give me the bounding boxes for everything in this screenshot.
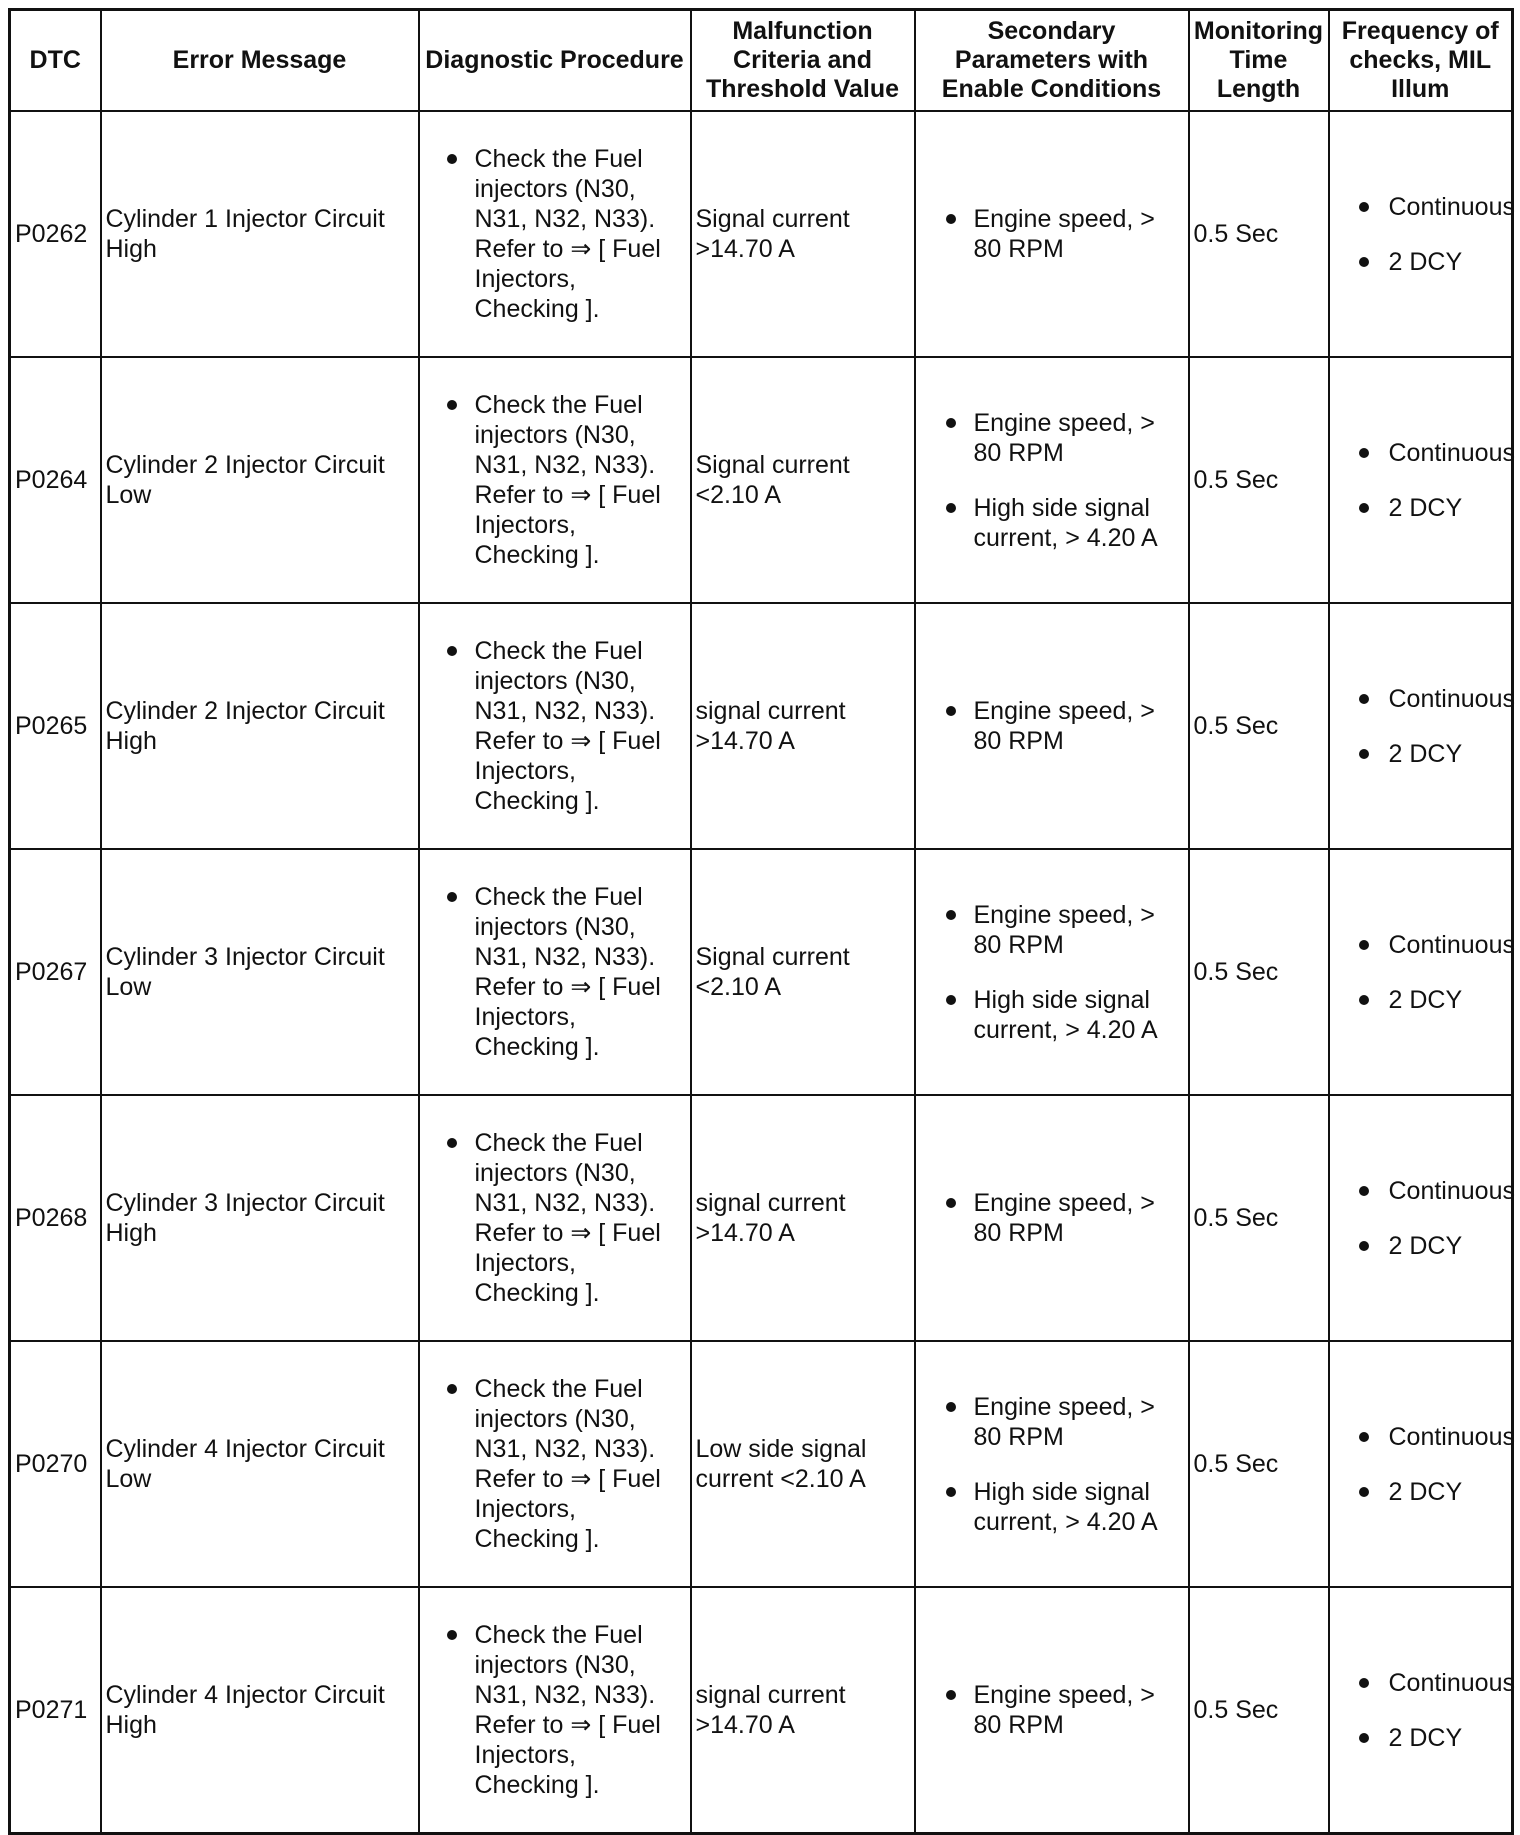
frequency-item: Continuous — [1334, 438, 1508, 468]
table-body — [10, 111, 1513, 1834]
procedure-item: Check the Fuel injectors (N30, N31, N32, N33). Refer to ⇒ [ Fuel Injectors, Checking ]. — [424, 1128, 686, 1308]
monitoring-time: 0.5 Sec — [1189, 357, 1329, 603]
secondary-parameters — [915, 849, 1189, 1095]
table-row — [10, 1587, 1513, 1834]
error-message: Cylinder 4 Injector Circuit High — [101, 1587, 419, 1834]
secondary-list — [920, 408, 1184, 553]
secondary-parameters — [915, 1341, 1189, 1587]
error-message: Cylinder 4 Injector Circuit Low — [101, 1341, 419, 1587]
procedure-item: Check the Fuel injectors (N30, N31, N32, N33). Refer to ⇒ [ Fuel Injectors, Checking ]. — [424, 882, 686, 1062]
frequency — [1329, 603, 1513, 849]
frequency-item: 2 DCY — [1334, 247, 1508, 277]
secondary-list — [920, 1680, 1184, 1740]
secondary-list — [920, 1188, 1184, 1248]
table-header — [10, 10, 1513, 112]
procedure-list — [424, 1374, 686, 1554]
frequency-item: 2 DCY — [1334, 1231, 1508, 1261]
error-message: Cylinder 2 Injector Circuit High — [101, 603, 419, 849]
header-row — [10, 10, 1513, 112]
procedure-item: Check the Fuel injectors (N30, N31, N32, N33). Refer to ⇒ [ Fuel Injectors, Checking ]. — [424, 1374, 686, 1554]
secondary-parameters — [915, 1095, 1189, 1341]
dtc-code: P0262 — [10, 111, 101, 357]
dtc-code: P0271 — [10, 1587, 101, 1834]
procedure-list — [424, 144, 686, 324]
frequency-list — [1334, 1422, 1515, 1507]
table-row — [10, 603, 1513, 849]
monitoring-time: 0.5 Sec — [1189, 111, 1329, 357]
secondary-item: High side signal current, > 4.20 A — [920, 1477, 1184, 1537]
secondary-list — [920, 1392, 1184, 1537]
frequency — [1329, 1341, 1513, 1587]
dtc-code: P0267 — [10, 849, 101, 1095]
table-row — [10, 849, 1513, 1095]
secondary-item: Engine speed, > 80 RPM — [920, 696, 1184, 756]
frequency-item: Continuous — [1334, 192, 1508, 222]
monitoring-time: 0.5 Sec — [1189, 1095, 1329, 1341]
frequency-item: 2 DCY — [1334, 1477, 1508, 1507]
frequency-item: Continuous — [1334, 1668, 1508, 1698]
secondary-item: Engine speed, > 80 RPM — [920, 1392, 1184, 1452]
malfunction-criteria: Signal current <2.10 A — [691, 849, 915, 1095]
frequency — [1329, 849, 1513, 1095]
header-monitoring-time: Monitoring Time Length — [1189, 10, 1329, 112]
frequency-item: Continuous — [1334, 1422, 1508, 1452]
malfunction-criteria: signal current >14.70 A — [691, 603, 915, 849]
diagnostic-procedure — [419, 1341, 691, 1587]
diagnostic-procedure — [419, 1587, 691, 1834]
frequency-item: 2 DCY — [1334, 739, 1508, 769]
monitoring-time: 0.5 Sec — [1189, 1341, 1329, 1587]
frequency-list — [1334, 438, 1515, 523]
frequency-list — [1334, 684, 1515, 769]
frequency-list — [1334, 1176, 1515, 1261]
frequency-item: Continuous — [1334, 1176, 1508, 1206]
error-message: Cylinder 3 Injector Circuit Low — [101, 849, 419, 1095]
secondary-list — [920, 900, 1184, 1045]
frequency — [1329, 111, 1513, 357]
procedure-list — [424, 1128, 686, 1308]
procedure-item: Check the Fuel injectors (N30, N31, N32, N33). Refer to ⇒ [ Fuel Injectors, Checking ]. — [424, 1620, 686, 1800]
header-error-message: Error Message — [101, 10, 419, 112]
frequency-item: Continuous — [1334, 684, 1508, 714]
secondary-parameters — [915, 603, 1189, 849]
dtc-code: P0264 — [10, 357, 101, 603]
frequency — [1329, 357, 1513, 603]
secondary-item: Engine speed, > 80 RPM — [920, 900, 1184, 960]
frequency-item: 2 DCY — [1334, 1723, 1508, 1753]
header-secondary-parameters: Secondary Parameters with Enable Conditions — [915, 10, 1189, 112]
diagnostic-procedure — [419, 357, 691, 603]
secondary-item: Engine speed, > 80 RPM — [920, 1680, 1184, 1740]
procedure-item: Check the Fuel injectors (N30, N31, N32, N33). Refer to ⇒ [ Fuel Injectors, Checking ]. — [424, 636, 686, 816]
diagnostic-procedure — [419, 849, 691, 1095]
procedure-item: Check the Fuel injectors (N30, N31, N32, N33). Refer to ⇒ [ Fuel Injectors, Checking ]. — [424, 144, 686, 324]
frequency-item: 2 DCY — [1334, 985, 1508, 1015]
frequency-list — [1334, 930, 1515, 1015]
frequency — [1329, 1587, 1513, 1834]
malfunction-criteria: Low side signal current <2.10 A — [691, 1341, 915, 1587]
header-frequency: Frequency of checks, MIL Illum — [1329, 10, 1513, 112]
malfunction-criteria: signal current >14.70 A — [691, 1587, 915, 1834]
diagnostic-procedure — [419, 1095, 691, 1341]
secondary-parameters — [915, 111, 1189, 357]
diagnostic-procedure — [419, 111, 691, 357]
secondary-item: Engine speed, > 80 RPM — [920, 408, 1184, 468]
dtc-code: P0265 — [10, 603, 101, 849]
malfunction-criteria: signal current >14.70 A — [691, 1095, 915, 1341]
error-message: Cylinder 1 Injector Circuit High — [101, 111, 419, 357]
dtc-table — [8, 8, 1514, 1835]
monitoring-time: 0.5 Sec — [1189, 603, 1329, 849]
secondary-parameters — [915, 357, 1189, 603]
table-row — [10, 111, 1513, 357]
procedure-list — [424, 1620, 686, 1800]
header-diagnostic-procedure: Diagnostic Procedure — [419, 10, 691, 112]
frequency-list — [1334, 192, 1515, 277]
monitoring-time: 0.5 Sec — [1189, 849, 1329, 1095]
error-message: Cylinder 2 Injector Circuit Low — [101, 357, 419, 603]
frequency — [1329, 1095, 1513, 1341]
secondary-item: High side signal current, > 4.20 A — [920, 985, 1184, 1045]
table-row — [10, 357, 1513, 603]
secondary-list — [920, 696, 1184, 756]
malfunction-criteria: Signal current >14.70 A — [691, 111, 915, 357]
header-dtc: DTC — [10, 10, 101, 112]
secondary-list — [920, 204, 1184, 264]
table-row — [10, 1341, 1513, 1587]
frequency-list — [1334, 1668, 1515, 1753]
table-row — [10, 1095, 1513, 1341]
error-message: Cylinder 3 Injector Circuit High — [101, 1095, 419, 1341]
frequency-item: Continuous — [1334, 930, 1508, 960]
procedure-list — [424, 636, 686, 816]
frequency-item: 2 DCY — [1334, 493, 1508, 523]
secondary-item: Engine speed, > 80 RPM — [920, 1188, 1184, 1248]
secondary-item: High side signal current, > 4.20 A — [920, 493, 1184, 553]
monitoring-time: 0.5 Sec — [1189, 1587, 1329, 1834]
malfunction-criteria: Signal current <2.10 A — [691, 357, 915, 603]
procedure-list — [424, 882, 686, 1062]
header-malfunction-criteria: Malfunction Criteria and Threshold Value — [691, 10, 915, 112]
dtc-code: P0268 — [10, 1095, 101, 1341]
diagnostic-procedure — [419, 603, 691, 849]
procedure-item: Check the Fuel injectors (N30, N31, N32, N33). Refer to ⇒ [ Fuel Injectors, Checking ]. — [424, 390, 686, 570]
secondary-item: Engine speed, > 80 RPM — [920, 204, 1184, 264]
procedure-list — [424, 390, 686, 570]
secondary-parameters — [915, 1587, 1189, 1834]
dtc-code: P0270 — [10, 1341, 101, 1587]
